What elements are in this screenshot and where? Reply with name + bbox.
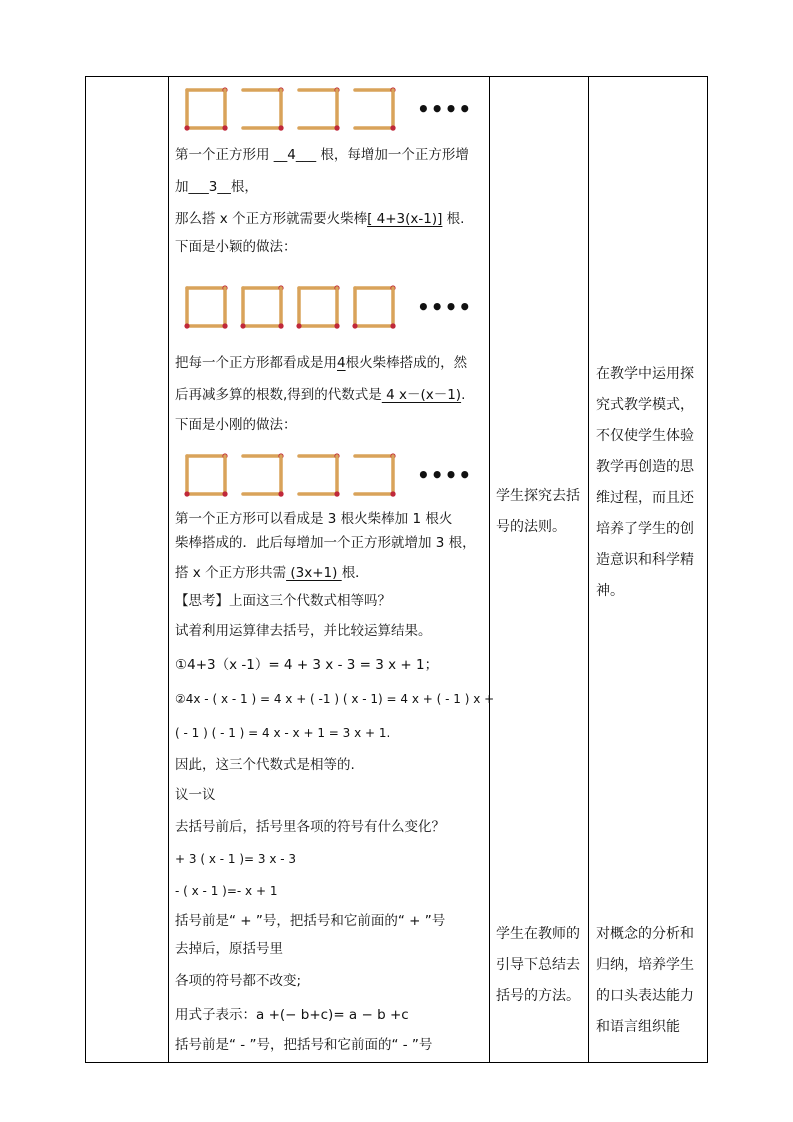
- matchstick-row-3: [183, 451, 472, 499]
- lesson-table: [85, 76, 708, 1063]
- text-line: 把每一个正方形都看成是用4根火柴棒搭成的，然: [175, 355, 468, 371]
- text-line: 议一议: [175, 787, 216, 803]
- column-divider: [168, 77, 169, 1062]
- text-line: 下面是小刚的做法：: [175, 417, 297, 433]
- text-line: 括号前是“ + ”号，把括号和它前面的“ + ”号: [175, 913, 446, 929]
- text-line: 那么搭 x 个正方形就需要火柴棒[ 4+3(x-1)] 根.: [175, 211, 465, 227]
- text-line: 柴棒搭成的．此后每增加一个正方形就增加 3 根，: [175, 535, 476, 551]
- text-line: 搭 x 个正方形共需 (3x+1) 根．: [175, 565, 369, 581]
- text-line: 因此，这三个代数式是相等的.: [175, 757, 355, 773]
- matchstick-square-icon: [239, 86, 285, 132]
- matchstick-square-icon: [239, 452, 285, 498]
- text-line: 括号前是“ - ”号，把括号和它前面的“ - ”号: [175, 1037, 433, 1053]
- design-intent-1: 在教学中运用探 究式教学模式， 不仅使学生体验 教学再创造的思 维过程，而且还 培养了学生的创 造意识和科学精 神。: [596, 366, 694, 599]
- column-1-cell: [86, 77, 168, 1062]
- text-line: 各项的符号都不改变;: [175, 973, 302, 989]
- matchstick-square-icon: [295, 86, 341, 132]
- design-intent-2: 对概念的分析和 归纳，培养学生 的口头表达能力 和语言组织能: [596, 926, 694, 1035]
- matchstick-square-icon: [295, 284, 341, 330]
- matchstick-row-1: [183, 85, 472, 133]
- student-activity-2: 学生在教师的 引导下总结去 括号的方法。: [496, 926, 580, 1004]
- text-line: 第一个正方形用 __4___ 根，每增加一个正方形增: [175, 147, 469, 163]
- matchstick-row-2: [183, 283, 472, 331]
- text-line: 去括号前后，括号里各项的符号有什么变化？: [175, 819, 445, 835]
- matchstick-square-icon: [295, 452, 341, 498]
- ellipsis-dots: ••••: [417, 295, 473, 319]
- matchstick-square-icon: [351, 86, 397, 132]
- matchstick-square-icon: [239, 284, 285, 330]
- matchstick-square-icon: [183, 284, 229, 330]
- text-line: 后再减多算的根数,得到的代数式是 4 x－(x－1).: [175, 387, 466, 403]
- matchstick-square-icon: [183, 86, 229, 132]
- text-line: 下面是小颖的做法：: [175, 239, 297, 255]
- text-line: 用式子表示：a +(− b+c)= a − b +c: [175, 1007, 409, 1023]
- text-line: ( - 1 ) ( - 1 ) = 4 x - x + 1 = 3 x + 1.: [175, 726, 391, 740]
- matchstick-square-icon: [351, 284, 397, 330]
- text-line: ②4x - ( x - 1 ) = 4 x + ( -1 ) ( x - 1) = 4 x + ( - 1 ) x +: [175, 692, 495, 706]
- text-line: 试着利用运算律去括号，并比较运算结果。: [175, 623, 432, 639]
- matchstick-squares: [183, 452, 407, 498]
- matchstick-square-icon: [351, 452, 397, 498]
- text-line: 第一个正方形可以看成是 3 根火柴棒加 1 根火: [175, 511, 453, 527]
- text-line: + 3 ( x - 1 )= 3 x - 3: [175, 852, 297, 866]
- student-activity-1: 学生探究去括 号的法则。: [496, 488, 580, 535]
- text-line: 加___3__根，: [175, 179, 258, 195]
- text-line: 去掉后，原括号里: [175, 941, 283, 957]
- matchstick-squares: [183, 86, 407, 132]
- text-line: - ( x - 1 )=- x + 1: [175, 884, 278, 898]
- matchstick-square-icon: [183, 452, 229, 498]
- ellipsis-dots: ••••: [417, 97, 473, 121]
- column-divider: [489, 77, 490, 1062]
- text-line: ①4+3（x -1）= 4 + 3 x - 3 = 3 x + 1；: [175, 657, 439, 673]
- ellipsis-dots: ••••: [417, 463, 473, 487]
- column-divider: [588, 77, 589, 1062]
- matchstick-squares: [183, 284, 407, 330]
- text-line: 【思考】上面这三个代数式相等吗？: [175, 593, 391, 609]
